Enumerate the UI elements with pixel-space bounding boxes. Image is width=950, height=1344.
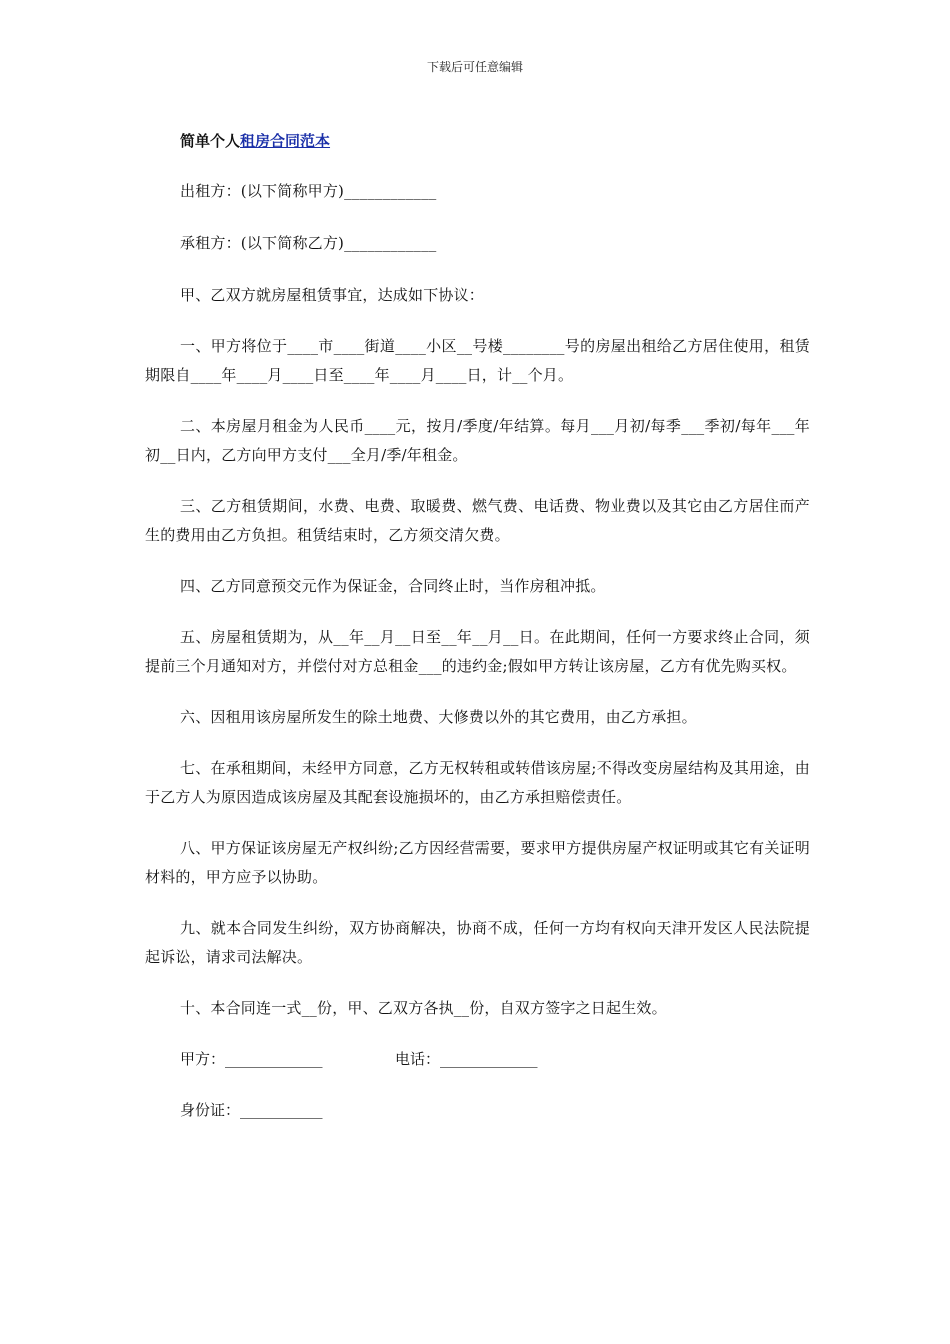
title-prefix: 简单个人 (180, 132, 241, 150)
clause-8: 八、甲方保证该房屋无产权纠纷;乙方因经营需要，要求甲方提供房屋产权证明或其它有关证明材料的，甲方应予以协助。 (145, 839, 810, 886)
header-note: 下载后可任意编辑 (426, 60, 523, 74)
contract-body (145, 130, 810, 1125)
clause-5: 五、房屋租赁期为，从__年__月__日至__年__月__日。在此期间，任何一方要求终止合同，须提前三个月通知对方，并偿付对方总租金___的违约金;假如甲方转让该房屋，乙方有优先购买权。 (145, 628, 810, 675)
lessee-line: 承租方：(以下简称乙方)____________ (180, 234, 437, 252)
lessor-line: 出租方：(以下简称甲方)____________ (180, 182, 437, 200)
clause-7: 七、在承租期间，未经甲方同意，乙方无权转租或转借该房屋;不得改变房屋结构及其用途，由于乙方人为原因造成该房屋及其配套设施损坏的，由乙方承担赔偿责任。 (145, 759, 810, 806)
clause-9: 九、就本合同发生纠纷，双方协商解决，协商不成，任何一方均有权向天津开发区人民法院提起诉讼，请求司法解决。 (145, 919, 810, 966)
document-title (180, 130, 810, 152)
id-card-field: 身份证：___________ (180, 1101, 323, 1119)
party-a-signature: 甲方：_____________ (180, 1050, 323, 1068)
clause-1: 一、甲方将位于____市____街道____小区__号楼________号的房屋出租给乙方居住使用，租赁期限自____年____月____日至____年____月____日，计__个月。 (145, 337, 810, 384)
clause-6: 六、因租用该房屋所发生的除土地费、大修费以外的其它费用，由乙方承担。 (180, 708, 697, 726)
phone-field: 电话：_____________ (395, 1050, 538, 1068)
title-link[interactable]: 租房合同范本 (240, 132, 331, 150)
clause-4: 四、乙方同意预交元作为保证金，合同终止时，当作房租冲抵。 (180, 577, 606, 595)
signature-row (180, 1045, 810, 1074)
clause-2: 二、本房屋月租金为人民币____元，按月/季度/年结算。每月___月初/每季___季初/每年___年初__日内，乙方向甲方支付___全月/季/年租金。 (145, 417, 810, 464)
id-card-row (180, 1096, 810, 1125)
clause-3: 三、乙方租赁期间，水费、电费、取暖费、燃气费、电话费、物业费以及其它由乙方居住而产生的费用由乙方负担。租赁结束时，乙方须交清欠费。 (145, 497, 810, 544)
intro-line: 甲、乙双方就房屋租赁事宜，达成如下协议： (180, 286, 485, 304)
clause-10: 十、本合同连一式__份，甲、乙双方各执__份，自双方签字之日起生效。 (180, 999, 667, 1017)
